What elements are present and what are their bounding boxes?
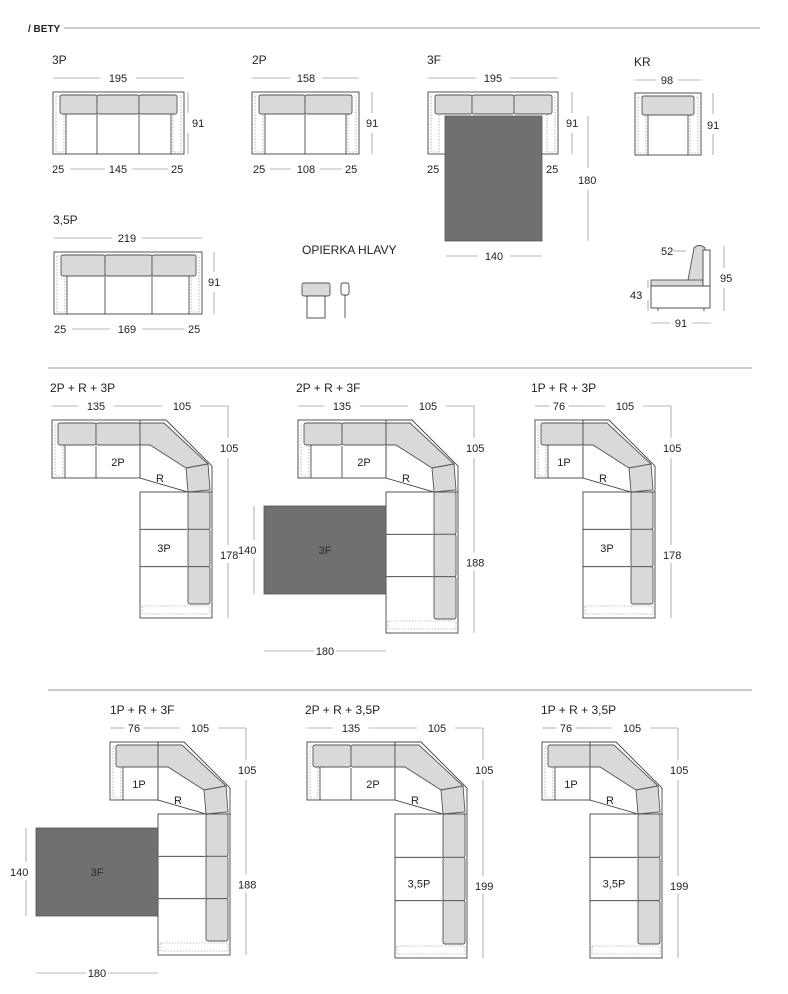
armchair-side-view — [630, 246, 732, 331]
corner-right-side-dim: 188 — [466, 557, 485, 570]
corner-title: 1P + R + 3P — [531, 381, 597, 395]
corner-left-seat-label: 2P — [111, 457, 125, 469]
sofa-3f-bed-length: 180 — [578, 175, 597, 187]
corner-right-side-dim: 178 — [663, 550, 682, 562]
corner-top-right-dim: 105 — [615, 401, 635, 413]
corner-config-6 — [541, 703, 688, 958]
catalog-title: / BETY — [28, 24, 61, 35]
corner-top-left-dim: 135 — [332, 401, 352, 413]
corner-config-3 — [531, 381, 681, 618]
corner-right-top-dim: 105 — [663, 443, 682, 455]
sofa-35p-arm-right: 25 — [188, 324, 201, 336]
sofa-35p-width: 219 — [117, 233, 137, 245]
corner-top-right-dim: 105 — [172, 401, 192, 413]
corner-vertical-label: 3,5P — [407, 878, 431, 891]
sofa-3f-arm-left: 25 — [427, 164, 440, 176]
corner-left-seat-label: 2P — [357, 457, 371, 469]
corner-piece-label: R — [599, 473, 607, 485]
sofa-2p-arm-left: 25 — [253, 164, 266, 176]
corner-config-4 — [10, 703, 256, 980]
sofa-3p-width: 195 — [108, 73, 128, 85]
corner-top-right-dim: 105 — [190, 723, 210, 735]
corner-right-top-dim: 105 — [670, 765, 689, 777]
corner-right-top-dim: 105 — [475, 765, 494, 777]
sofa-3f — [427, 53, 596, 263]
sofa-35p-label: 3,5P — [53, 213, 78, 227]
corner-vertical-label: 3,5P — [602, 878, 626, 891]
sofa-3p — [52, 53, 204, 176]
corner-top-left-dim: 135 — [341, 723, 361, 735]
side-depth: 91 — [674, 318, 688, 330]
corner-bed-length: 180 — [315, 646, 335, 658]
corner-piece-label: R — [402, 473, 410, 485]
corner-top-right-dim: 105 — [427, 723, 447, 735]
corner-top-left-dim: 76 — [559, 723, 573, 735]
corner-left-seat-label: 1P — [564, 779, 578, 791]
sofa-3p-label: 3P — [52, 53, 67, 67]
corner-title: 1P + R + 3,5P — [541, 703, 617, 717]
corner-right-side-dim: 188 — [238, 879, 257, 892]
corner-title: 1P + R + 3F — [110, 703, 175, 717]
headrest-label: OPIERKA HLAVY — [302, 243, 397, 257]
sofa-3p-arm-right: 25 — [171, 164, 184, 176]
armchair-kr-width: 98 — [660, 75, 674, 87]
corner-top-left-dim: 76 — [552, 401, 566, 413]
corner-bed-label: 3F — [90, 867, 104, 879]
sofa-2p — [252, 53, 378, 176]
sofa-35p-depth: 91 — [208, 277, 221, 289]
headrest — [302, 243, 396, 318]
corner-top-left-dim: 76 — [127, 723, 141, 735]
sofa-3f-width: 195 — [483, 73, 503, 85]
armchair-kr-label: KR — [634, 55, 651, 69]
sofa-3f-arm-right: 25 — [546, 164, 559, 176]
sofa-3f-label: 3F — [427, 53, 442, 67]
corner-bed-width: 140 — [10, 867, 29, 879]
sofa-2p-arm-right: 25 — [345, 164, 358, 176]
sofa-2p-width: 158 — [296, 73, 316, 85]
sofa-3f-bed-width: 140 — [484, 251, 504, 263]
side-seat-depth: 52 — [661, 246, 674, 258]
corner-configurations — [10, 381, 688, 980]
corner-right-top-dim: 105 — [238, 765, 257, 777]
side-seat-height: 43 — [630, 290, 643, 302]
corner-piece-label: R — [174, 795, 182, 807]
corner-piece-label: R — [156, 473, 164, 485]
corner-right-side-dim: 199 — [670, 881, 689, 893]
sofa-3p-seat: 145 — [108, 164, 128, 176]
corner-title: 2P + R + 3,5P — [305, 703, 381, 717]
sofa-2p-seat: 108 — [296, 164, 316, 176]
armchair-kr-depth: 91 — [707, 120, 720, 132]
corner-top-right-dim: 105 — [622, 723, 642, 735]
corner-left-seat-label: 1P — [132, 779, 146, 791]
corner-bed-length: 180 — [87, 968, 107, 980]
sofa-35p-seat: 169 — [117, 324, 137, 336]
sofa-3p-depth: 91 — [192, 118, 205, 130]
corner-left-seat-label: 1P — [557, 457, 571, 469]
corner-bed-width: 140 — [238, 545, 257, 557]
sofa-3p-arm-left: 25 — [52, 164, 65, 176]
armchair-kr — [634, 55, 719, 155]
corner-left-seat-label: 2P — [366, 779, 380, 791]
corner-title: 2P + R + 3P — [50, 381, 116, 395]
sofa-2p-depth: 91 — [366, 118, 379, 130]
sofa-35p — [53, 213, 220, 336]
corner-config-1 — [50, 381, 238, 618]
corner-vertical-label: 3P — [600, 543, 614, 555]
corner-config-5 — [305, 703, 493, 958]
corner-bed-label: 3F — [318, 545, 332, 557]
sofa-35p-arm-left: 25 — [54, 324, 67, 336]
corner-top-left-dim: 135 — [86, 401, 106, 413]
corner-right-top-dim: 105 — [220, 443, 239, 455]
side-height: 95 — [720, 273, 733, 285]
corner-title: 2P + R + 3F — [296, 381, 361, 395]
corner-vertical-label: 3P — [157, 543, 171, 555]
sofa-3f-depth: 91 — [566, 118, 579, 130]
corner-piece-label: R — [411, 795, 419, 807]
corner-config-2 — [238, 381, 484, 658]
corner-right-top-dim: 105 — [466, 443, 485, 455]
corner-right-side-dim: 178 — [220, 550, 239, 562]
corner-top-right-dim: 105 — [418, 401, 438, 413]
corner-piece-label: R — [606, 795, 614, 807]
sofa-2p-label: 2P — [252, 53, 267, 67]
corner-right-side-dim: 199 — [475, 881, 494, 893]
